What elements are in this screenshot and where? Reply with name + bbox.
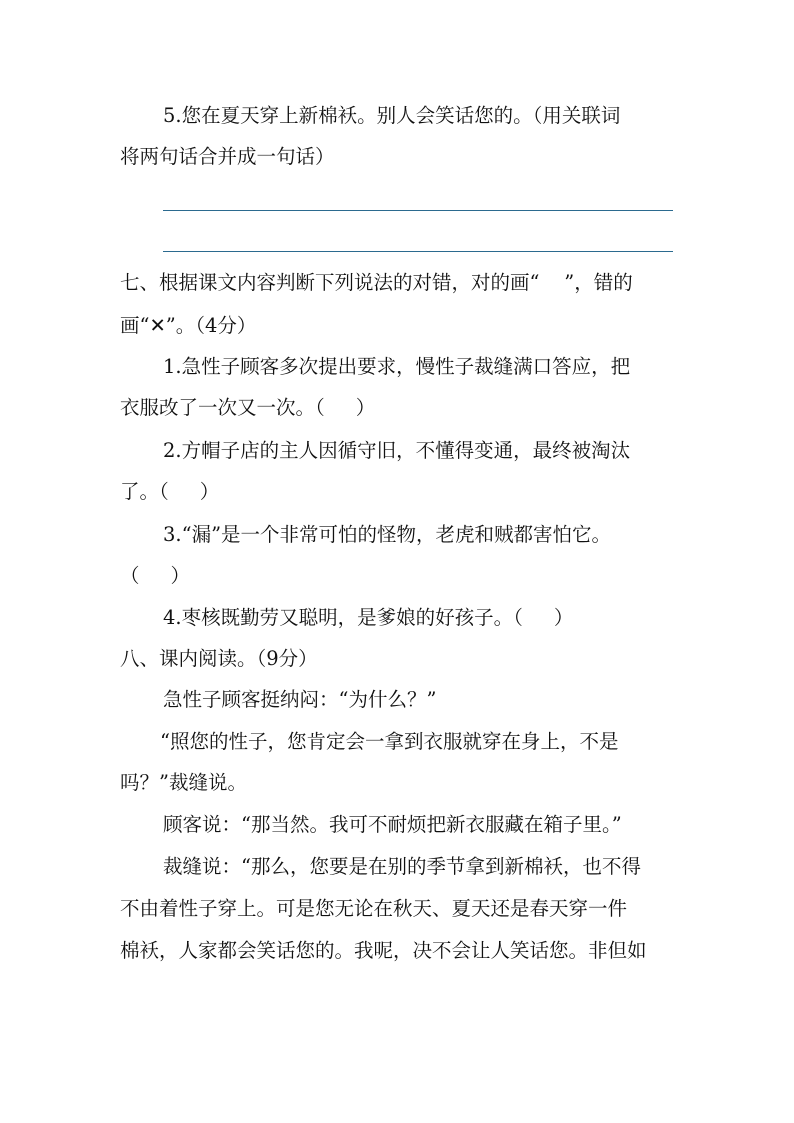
answer-line-1[interactable] xyxy=(163,210,673,211)
section-7-item-2-line-2: 了。（ ） xyxy=(120,480,220,503)
passage-paragraph-4-line-3: 棉袄，人家都会笑话您的。我呢，决不会让人笑话您。非但如 xyxy=(120,939,647,962)
passage-paragraph-4-line-2: 不由着性子穿上。可是您无论在秋天、夏天还是春天穿一件 xyxy=(120,897,628,920)
section-7-item-1-line-2: 衣服改了一次又一次。（ ） xyxy=(120,396,376,419)
section-7-item-4-line-1: 4.枣核既勤劳又聪明，是爹娘的好孩子。（ ） xyxy=(163,606,574,629)
section-8-title: 八、课内阅读。（9分） xyxy=(120,647,318,670)
section-7-item-2-line-1: 2.方帽子店的主人因循守旧，不懂得变通，最终被淘汰 xyxy=(163,439,631,462)
passage-paragraph-2-line-2: 吗？”裁缝说。 xyxy=(120,771,247,794)
passage-paragraph-4-line-1: 裁缝说：“那么，您要是在别的季节拿到新棉袄，也不得 xyxy=(163,855,641,878)
section-7-item-3-line-2: （ ） xyxy=(120,564,190,587)
section-7-item-3-line-1: 3.“漏”是一个非常可怕的怪物，老虎和贼都害怕它。 xyxy=(163,523,612,546)
question-5-line-1: 5.您在夏天穿上新棉袄。别人会笑话您的。（用关联词 xyxy=(163,104,621,127)
section-7-title-line-1: 七、根据课文内容判断下列说法的对错，对的画“ ”，错的 xyxy=(120,271,633,294)
section-7-item-1-line-1: 1.急性子顾客多次提出要求，慢性子裁缝满口答应，把 xyxy=(163,355,631,378)
passage-paragraph-2-line-1: “照您的性子，您肯定会一拿到衣服就穿在身上，不是 xyxy=(160,730,619,753)
question-5-line-2: 将两句话合并成一句话） xyxy=(120,145,335,168)
answer-line-2[interactable] xyxy=(163,251,673,252)
section-7-title-line-2: 画“✕”。（4分） xyxy=(120,314,257,337)
passage-paragraph-3: 顾客说：“那当然。我可不耐烦把新衣服藏在箱子里。” xyxy=(163,813,622,836)
passage-paragraph-1: 急性子顾客挺纳闷：“为什么？” xyxy=(163,688,437,711)
